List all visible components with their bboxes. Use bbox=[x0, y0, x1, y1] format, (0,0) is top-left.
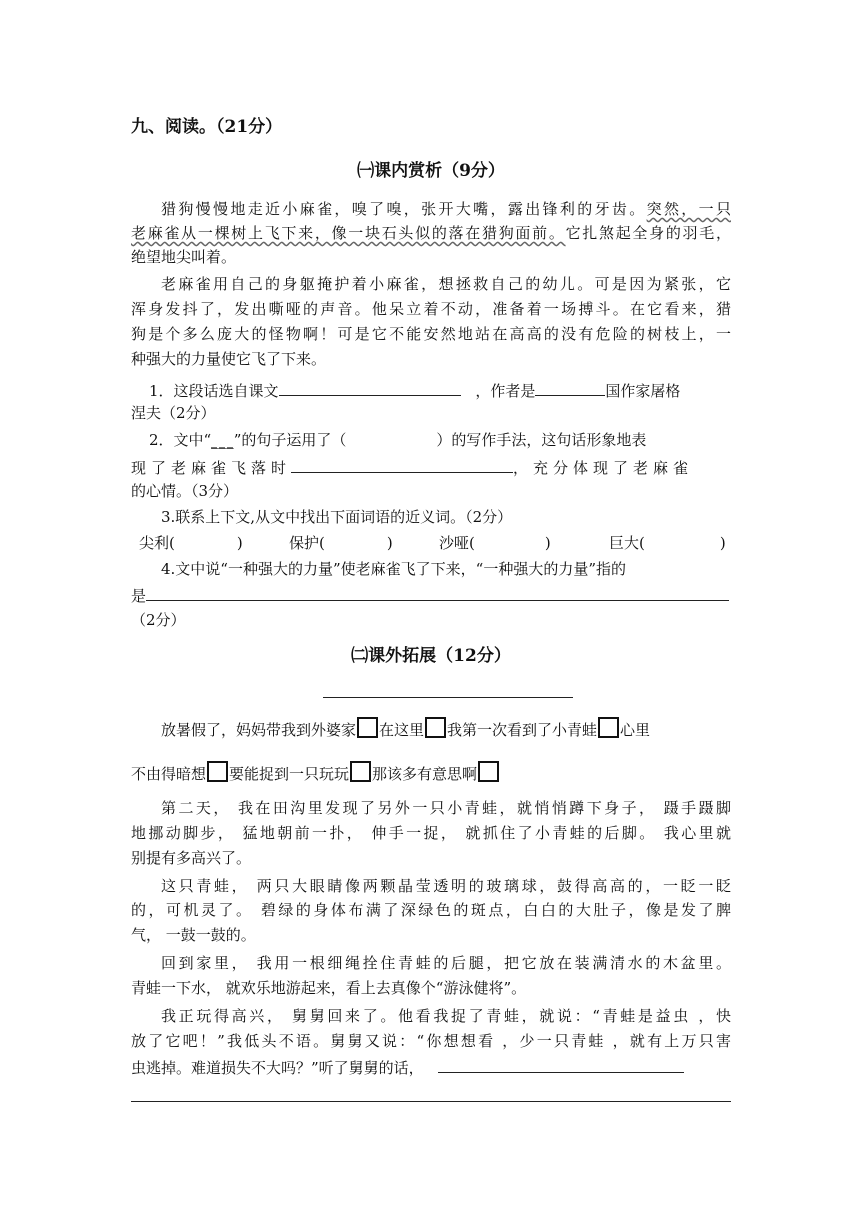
story-line: 回到家里， 我用一根细绳拴住青蛙的后腿，把它放在装满清水的木盆里。 bbox=[161, 954, 731, 972]
question-4: 4.文中说“一种强大的力量”使老麻雀飞了下来，“一种强大的力量”指的 bbox=[161, 560, 626, 578]
punctuation-box[interactable] bbox=[357, 717, 378, 738]
passage-line: 猎狗慢慢地走近小麻雀，嗅了嗅，张开大嘴，露出锋利的牙齿。突然，一只 bbox=[161, 200, 731, 218]
punctuation-box[interactable] bbox=[207, 761, 228, 782]
synonym-row: 尖利( ) 保护( ) 沙哑( ) 巨大( ) bbox=[139, 534, 726, 552]
question-1: 1．这段话选自课文 ，作者是 国作家屠格 bbox=[149, 379, 680, 401]
answer-blank-lesson[interactable] bbox=[279, 379, 461, 396]
question-4-score: （2分） bbox=[131, 611, 186, 629]
story-line: 地挪动脚步， 猛地朝前一扑， 伸手一捉， 就抓住了小青蛙的后脚。 我心里就 bbox=[131, 824, 731, 842]
punctuation-paragraph: 放暑假了，妈妈带我到外婆家 在这里 我第一次看到了小青蛙 心里 bbox=[161, 717, 650, 740]
passage-line: 狗是个多么庞大的怪物啊！可是它不能安然地站在高高的没有危险的树枝上，一 bbox=[131, 325, 731, 343]
passage-line: 种强大的力量使它飞了下来。 bbox=[131, 350, 327, 368]
answer-line[interactable] bbox=[131, 1101, 731, 1102]
punctuation-box[interactable] bbox=[350, 761, 371, 782]
story-line: 我正玩得高兴， 舅舅回来了。他看我捉了青蛙，就说：“青蛙是益虫 ，快 bbox=[161, 1007, 731, 1025]
story-line: 气， 一鼓一鼓的。 bbox=[131, 926, 256, 944]
title-blank-line[interactable] bbox=[323, 697, 573, 698]
synonym-word: 尖利( bbox=[139, 534, 175, 552]
story-line: 虫逃掉。难道损失不大吗？”听了舅舅的话， bbox=[131, 1056, 684, 1078]
story-line: 青蛙一下水， 就欢乐地游起来，看上去真像个“游泳健将”。 bbox=[131, 979, 527, 997]
answer-blank-country[interactable] bbox=[535, 379, 605, 396]
passage-line: 老麻雀用自己的身躯掩护着小麻雀，想拯救自己的幼儿。可是因为紧张，它 bbox=[161, 275, 731, 293]
question-2-cont: 的心情。（3分） bbox=[131, 482, 239, 500]
story-line: 别提有多高兴了。 bbox=[131, 849, 252, 867]
passage-line: 绝望地尖叫着。 bbox=[131, 248, 237, 266]
synonym-word: 沙哑( bbox=[439, 534, 475, 552]
story-line: 的，可机灵了。 碧绿的身体布满了深绿色的斑点，白白的大肚子，像是发了脾 bbox=[131, 901, 731, 919]
punctuation-paragraph: 不由得暗想 要能捉到一只玩玩 那该多有意思啊 bbox=[131, 761, 500, 784]
answer-blank-continue[interactable] bbox=[438, 1056, 684, 1073]
story-line: 放了它吧！”我低头不语。舅舅又说：“你想想看 ，少一只青蛙 ，就有上万只害 bbox=[131, 1032, 731, 1050]
punctuation-box[interactable] bbox=[425, 717, 446, 738]
synonym-word: 巨大( bbox=[609, 534, 645, 552]
punctuation-box[interactable] bbox=[598, 717, 619, 738]
section-title: 九、阅读。（21分） bbox=[131, 117, 283, 137]
question-2: 2．文中“___”的句子运用了（ ）的写作手法，这句话形象地表 bbox=[149, 431, 647, 449]
question-2-cont: 现了老麻雀飞落时 ，充分体现了老麻雀 bbox=[131, 456, 693, 478]
question-1-cont: 涅夫（2分） bbox=[131, 404, 216, 422]
passage-line: 浑身发抖了，发出嘶哑的声音。他呆立着不动，准备着一场搏斗。在它看来，猎 bbox=[131, 300, 731, 318]
synonym-word: 保护( bbox=[289, 534, 325, 552]
punctuation-box[interactable] bbox=[478, 761, 499, 782]
story-line: 这只青蛙， 两只大眼睛像两颗晶莹透明的玻璃球，鼓得高高的，一眨一眨 bbox=[161, 877, 731, 895]
question-4-cont: 是 bbox=[131, 584, 729, 606]
answer-blank-description[interactable] bbox=[291, 456, 513, 473]
story-line: 第二天， 我在田沟里发现了另外一只小青蛙，就悄悄蹲下身子， 蹑手蹑脚 bbox=[161, 799, 731, 817]
passage-line: 老麻雀从一棵树上飞下来，像一块石头似的落在猎狗面前。它扎煞起全身的羽毛， bbox=[131, 224, 731, 242]
part2-title: ㈡课外拓展（12分） bbox=[351, 646, 511, 666]
answer-blank-force[interactable] bbox=[146, 584, 729, 601]
question-3: 3.联系上下文,从文中找出下面词语的近义词。（2分） bbox=[161, 508, 513, 526]
part1-title: ㈠课内赏析（9分） bbox=[357, 161, 505, 181]
